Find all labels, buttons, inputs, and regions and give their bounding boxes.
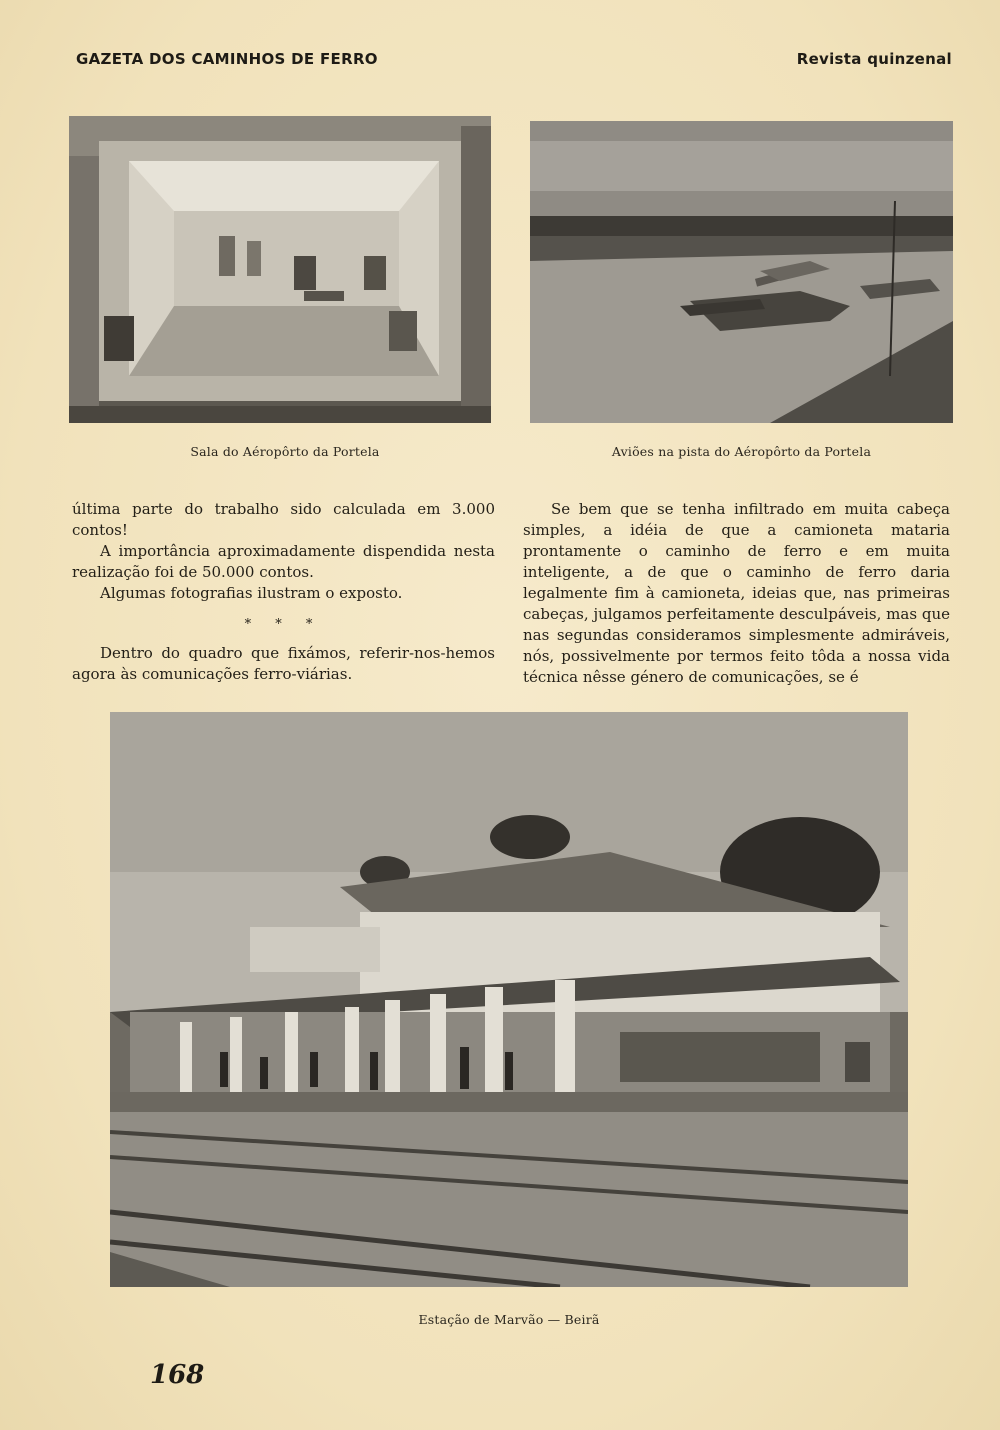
magazine-title: GAZETA DOS CAMINHOS DE FERRO [76,50,378,68]
right-paragraph-1: Se bem que se tenha infiltrado em muita cabeça simples, a idéia de que a camioneta mataria prontamente o caminho de ferro e em muita inteligente, a de que o caminho de ferro daria legalmente fim à camioneta, ideias que, nas primeiras cabeças, julgamos perfeitamente desculpáveis, mas que nas segundas consideramos simplesmente admiráveis, nós, possivelmente por termos feito tôda a nossa vida técnica nêsse género de comunicações, se é [523,500,950,686]
section-separator: * * * [244,617,323,632]
airport-hall-photo [69,116,491,423]
right-text-column [523,499,950,688]
runway-photo-caption: Aviões na pista do Aéropôrto da Portela [611,444,872,459]
station-photo-caption: Estação de Marvão — Beirã [418,1312,600,1327]
left-paragraph-1: última parte do trabalho sido calculada em 3.000 contos! [72,500,495,539]
magazine-subtitle: Revista quinzenal [796,50,952,68]
left-text-column [72,499,495,685]
page-number: 168 [150,1360,205,1390]
left-paragraph-2: A importância aproximadamente dispendida nesta realização foi de 50.000 contos. [72,542,495,581]
hall-photo-caption: Sala do Aéropôrto da Portela [190,444,380,459]
left-paragraph-4: Dentro do quadro que fixámos, referir-nos-hemos agora às comunicações ferro-viárias. [72,644,495,683]
left-paragraph-3: Algumas fotografias ilustram o exposto. [100,584,403,602]
station-photo [110,712,908,1287]
airport-runway-photo [530,121,953,423]
